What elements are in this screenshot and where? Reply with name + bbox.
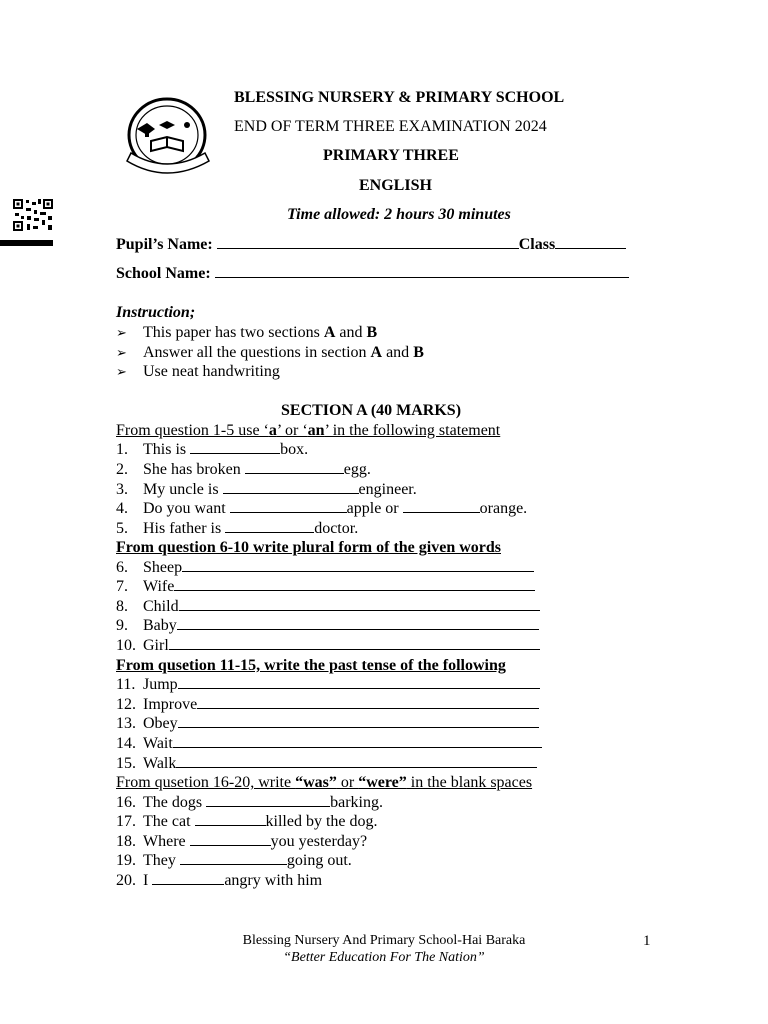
- arrow-bullet-icon: ➢: [116, 325, 127, 340]
- school-name-label: School Name:: [116, 265, 211, 282]
- instruction-bold: B: [413, 344, 424, 361]
- question-text: My uncle is: [143, 481, 223, 498]
- question-number: 16.: [116, 794, 136, 811]
- school-name-field[interactable]: [215, 265, 629, 278]
- question-text: His father is: [143, 520, 226, 537]
- question-text: This is: [143, 441, 191, 458]
- question-row: [116, 851, 352, 870]
- question-row: [116, 832, 367, 851]
- part4-heading: [116, 773, 532, 792]
- answer-blank[interactable]: [174, 578, 535, 591]
- question-text: Where: [143, 833, 190, 850]
- question-number: 18.: [116, 833, 136, 850]
- pupil-name-field[interactable]: [217, 236, 519, 249]
- question-number: 12.: [116, 696, 136, 713]
- question-text: Do you want: [143, 500, 230, 517]
- question-row: [116, 460, 371, 479]
- part3-heading: From qusetion 11-15, write the past tense of the following: [116, 657, 506, 674]
- question-number: 19.: [116, 852, 136, 869]
- question-word: Walk: [143, 755, 177, 772]
- question-word: Jump: [143, 676, 178, 693]
- question-row: [116, 871, 322, 890]
- instruction-text: This paper has two sections: [143, 324, 324, 341]
- answer-blank[interactable]: [178, 676, 540, 689]
- question-text: apple or: [346, 500, 403, 517]
- part2-heading: From question 6-10 write plural form of the given words: [116, 539, 501, 556]
- question-number: 14.: [116, 735, 136, 752]
- instruction-text: Use neat handwriting: [143, 363, 280, 380]
- question-row: [116, 793, 383, 812]
- question-number: 17.: [116, 813, 136, 830]
- class-label: Class: [518, 236, 556, 253]
- question-number: 5.: [116, 520, 128, 537]
- heading-bold: “were”: [358, 774, 407, 791]
- instruction-item: [116, 323, 377, 342]
- time-allowed: Time allowed: 2 hours 30 minutes: [287, 206, 511, 223]
- heading-text: ’ in the following statement: [324, 422, 501, 439]
- answer-blank[interactable]: [152, 872, 224, 885]
- arrow-bullet-icon: ➢: [116, 345, 127, 360]
- question-text: orange.: [479, 500, 528, 517]
- answer-blank[interactable]: [169, 637, 540, 650]
- class-level: PRIMARY THREE: [323, 147, 459, 164]
- question-text: engineer.: [358, 481, 417, 498]
- heading-text: ’ or ‘: [276, 422, 308, 439]
- answer-blank[interactable]: [403, 500, 480, 513]
- heading-bold: a: [268, 422, 277, 439]
- question-word: Baby: [143, 617, 177, 634]
- question-word: Sheep: [143, 559, 183, 576]
- question-number: 9.: [116, 617, 128, 634]
- answer-blank[interactable]: [223, 481, 359, 494]
- heading-text: From qusetion 16-20, write: [116, 774, 296, 791]
- question-row: [116, 558, 534, 577]
- question-number: 8.: [116, 598, 128, 615]
- question-number: 7.: [116, 578, 128, 595]
- heading-text: in the blank spaces: [406, 774, 533, 791]
- question-text: They: [143, 852, 180, 869]
- question-row: [116, 812, 378, 831]
- answer-blank[interactable]: [230, 500, 347, 513]
- arrow-bullet-icon: ➢: [116, 364, 127, 379]
- question-row: [116, 675, 540, 694]
- question-row: [116, 754, 537, 773]
- class-field[interactable]: [555, 236, 626, 249]
- question-number: 15.: [116, 755, 136, 772]
- exam-title: END OF TERM THREE EXAMINATION 2024: [234, 118, 547, 135]
- question-word: Child: [143, 598, 179, 615]
- question-number: 3.: [116, 481, 128, 498]
- answer-blank[interactable]: [179, 598, 540, 611]
- question-text: doctor.: [314, 520, 359, 537]
- question-row: [116, 440, 308, 459]
- instruction-item: [116, 343, 424, 362]
- question-text: box.: [280, 441, 309, 458]
- heading-bold: an: [307, 422, 325, 439]
- pupil-name-label: Pupil’s Name:: [116, 236, 213, 253]
- part1-heading: [116, 421, 500, 440]
- question-row: [116, 597, 540, 616]
- question-row: [116, 519, 358, 538]
- answer-blank[interactable]: [176, 755, 537, 768]
- question-row: [116, 714, 539, 733]
- question-number: 13.: [116, 715, 136, 732]
- question-row: [116, 577, 535, 596]
- answer-blank[interactable]: [190, 833, 271, 846]
- question-text: I: [143, 872, 153, 889]
- question-word: Wait: [143, 735, 173, 752]
- question-text: going out.: [286, 852, 352, 869]
- instruction-text: Answer all the questions in section: [143, 344, 371, 361]
- page-number: 1: [643, 933, 651, 949]
- question-text: barking.: [330, 794, 383, 811]
- question-row: [116, 695, 539, 714]
- question-text: you yesterday?: [270, 833, 368, 850]
- answer-blank[interactable]: [178, 715, 539, 728]
- answer-blank[interactable]: [225, 520, 314, 533]
- answer-blank[interactable]: [206, 794, 330, 807]
- heading-bold: “was”: [295, 774, 337, 791]
- school-logo: [117, 95, 229, 181]
- question-text: The cat: [143, 813, 195, 830]
- instruction-bold: A: [323, 324, 336, 341]
- question-word: Improve: [143, 696, 198, 713]
- answer-blank[interactable]: [177, 617, 539, 630]
- question-row: [116, 636, 540, 655]
- instruction-text: and: [382, 344, 414, 361]
- instruction-item: [116, 362, 280, 381]
- question-row: [116, 480, 417, 499]
- question-text: killed by the dog.: [265, 813, 378, 830]
- qr-code: [12, 198, 54, 232]
- instruction-bold: B: [366, 324, 378, 341]
- school-name: BLESSING NURSERY & PRIMARY SCHOOL: [234, 89, 565, 106]
- question-number: 1.: [116, 441, 128, 458]
- question-number: 20.: [116, 872, 136, 889]
- question-number: 6.: [116, 559, 128, 576]
- question-row: [116, 499, 527, 518]
- question-text: egg.: [343, 461, 371, 478]
- question-number: 10.: [116, 637, 136, 654]
- pupil-name-row: [116, 235, 626, 254]
- answer-blank[interactable]: [245, 461, 344, 474]
- heading-text: From question 1-5 use ‘: [116, 422, 269, 439]
- question-text: The dogs: [143, 794, 207, 811]
- question-row: [116, 734, 542, 753]
- answer-blank[interactable]: [197, 696, 539, 709]
- section-a-title: SECTION A (40 MARKS): [281, 402, 462, 419]
- subject-title: ENGLISH: [359, 177, 432, 194]
- instruction-heading: Instruction;: [116, 304, 196, 321]
- answer-blank[interactable]: [190, 441, 280, 454]
- question-number: 11.: [116, 676, 136, 693]
- question-text: angry with him: [224, 872, 323, 889]
- instruction-bold: A: [370, 344, 383, 361]
- question-number: 2.: [116, 461, 128, 478]
- question-word: Girl: [143, 637, 169, 654]
- answer-blank[interactable]: [173, 735, 542, 748]
- instruction-text: and: [335, 324, 367, 341]
- answer-blank[interactable]: [195, 813, 266, 826]
- question-number: 4.: [116, 500, 128, 517]
- school-name-row: [116, 264, 629, 283]
- question-text: She has broken: [143, 461, 245, 478]
- question-row: [116, 616, 539, 635]
- question-word: Wife: [143, 578, 175, 595]
- side-bar: [0, 240, 53, 246]
- answer-blank[interactable]: [180, 852, 287, 865]
- footer-motto: “Better Education For The Nation”: [283, 950, 485, 965]
- heading-text: or: [336, 774, 359, 791]
- footer-school-location: Blessing Nursery And Primary School-Hai Baraka: [242, 933, 526, 948]
- question-word: Obey: [143, 715, 178, 732]
- answer-blank[interactable]: [182, 559, 534, 572]
